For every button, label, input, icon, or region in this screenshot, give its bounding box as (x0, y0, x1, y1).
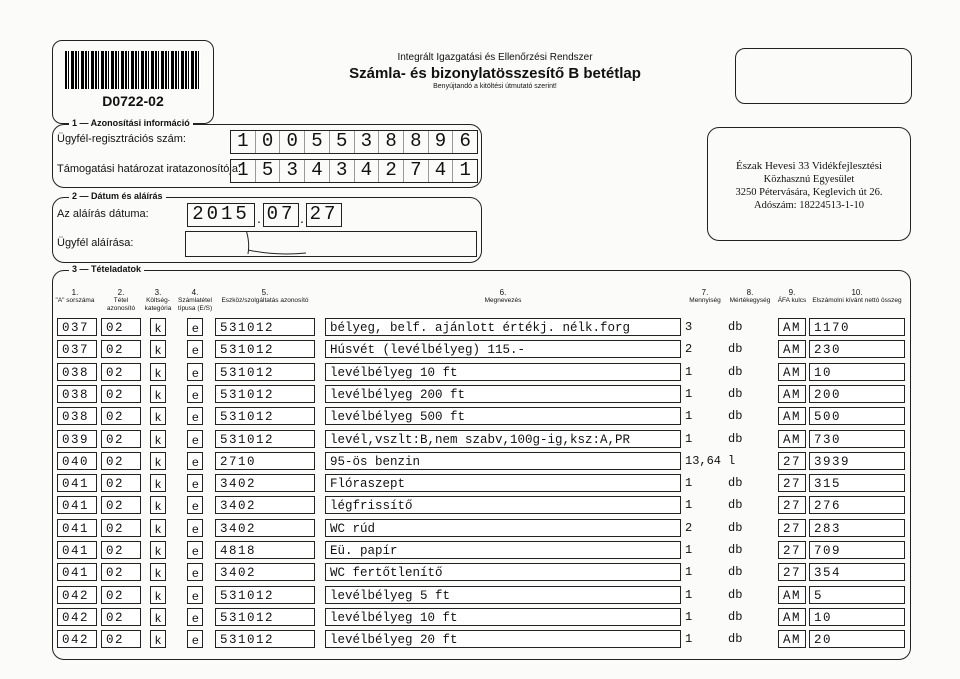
cell-a[interactable]: 041 (57, 474, 97, 492)
cell-a[interactable]: 040 (57, 452, 97, 470)
table-row (53, 407, 910, 427)
cell-item[interactable]: 02 (101, 563, 141, 581)
cell-name[interactable]: légfrissítő (325, 496, 681, 514)
cell-unit[interactable]: db (728, 476, 743, 491)
cell-type[interactable]: e (187, 496, 203, 514)
cell-type[interactable]: e (187, 430, 203, 448)
column-header: "A" sorszáma (55, 297, 95, 304)
cell-a[interactable]: 038 (57, 385, 97, 403)
office-use-box (735, 48, 912, 104)
digit: 2 (379, 160, 404, 182)
system-name: Integrált Igazgatási és Ellenőrzési Rendszer (397, 52, 593, 63)
cell-amount[interactable]: 354 (809, 563, 905, 581)
cell-vat[interactable]: AM (778, 340, 806, 358)
cell-cat[interactable]: k (150, 407, 166, 425)
cell-name[interactable]: levélbélyeg 20 ft (325, 630, 681, 648)
date-year-field[interactable] (187, 203, 255, 227)
digit: 4 (355, 160, 380, 182)
cell-asset[interactable]: 4818 (215, 541, 315, 559)
table-row (53, 363, 910, 383)
date-month-field[interactable] (263, 203, 299, 227)
cell-vat[interactable]: AM (778, 385, 806, 403)
cell-unit[interactable]: l (728, 453, 736, 468)
cell-cat[interactable]: k (150, 340, 166, 358)
cell-asset[interactable]: 531012 (215, 340, 315, 358)
cell-asset[interactable]: 3402 (215, 519, 315, 537)
cell-qty[interactable]: 1 (685, 609, 693, 624)
cell-item[interactable]: 02 (101, 430, 141, 448)
cell-qty[interactable]: 1 (685, 498, 693, 513)
stamp-line2: Közhasznú Egyesület (763, 174, 855, 185)
cell-qty[interactable]: 3 (685, 320, 693, 334)
cell-qty[interactable]: 13,64 (685, 453, 722, 468)
cell-vat[interactable]: AM (778, 407, 806, 425)
cell-a[interactable]: 042 (57, 586, 97, 604)
cell-name[interactable]: Flóraszept (325, 474, 681, 492)
cell-name[interactable]: levélbélyeg 500 ft (325, 407, 681, 425)
digit: 9 (429, 131, 454, 153)
cell-vat[interactable]: AM (778, 586, 806, 604)
cell-qty[interactable]: 1 (685, 587, 693, 602)
cell-unit[interactable]: db (728, 320, 743, 334)
table-row (53, 563, 910, 583)
digit: 3 (355, 131, 380, 153)
column-header: Megnevezés (484, 297, 522, 304)
cell-qty[interactable]: 2 (685, 342, 693, 357)
cell-item[interactable]: 02 (101, 452, 141, 470)
cell-vat[interactable]: AM (778, 363, 806, 381)
digit: 1 (231, 131, 256, 153)
cell-type[interactable]: e (187, 630, 203, 648)
date-signature-section-title: 2 — Dátum és aláírás (69, 191, 166, 201)
column-header: ÁFA kulcs (777, 297, 807, 304)
cell-type[interactable]: e (187, 318, 203, 336)
support-id-field[interactable] (230, 159, 478, 183)
items-section-title: 3 — Tételadatok (69, 264, 144, 274)
stamp-line1: Észak Hevesi 33 Vidékfejlesztési (735, 160, 883, 172)
cell-asset[interactable]: 531012 (215, 385, 315, 403)
cell-name[interactable]: levélbélyeg 5 ft (325, 586, 681, 604)
column-number: 8. (746, 288, 754, 297)
cell-name[interactable]: WC fertőtlenítő (325, 563, 681, 581)
cell-cat[interactable]: k (150, 608, 166, 626)
cell-cat[interactable]: k (150, 452, 166, 470)
cell-qty[interactable]: 2 (685, 520, 693, 535)
cell-unit[interactable]: db (728, 565, 743, 580)
column-number: 9. (788, 288, 796, 297)
digit: 5 (330, 131, 355, 153)
digit: 4 (429, 160, 454, 182)
table-row (53, 474, 910, 494)
cell-a[interactable]: 037 (57, 318, 97, 336)
cell-cat[interactable]: k (150, 586, 166, 604)
cell-vat[interactable]: 27 (778, 541, 806, 559)
date-label: Az aláírás dátuma: (57, 208, 149, 220)
cell-name[interactable]: levélbélyeg 200 ft (325, 385, 681, 403)
cell-vat[interactable]: AM (778, 430, 806, 448)
table-row (53, 430, 910, 450)
identification-section (52, 118, 482, 188)
cell-name[interactable]: bélyeg, belf. ajánlott értékj. nélk.forg (325, 318, 681, 336)
items-section (52, 264, 911, 660)
column-header: Költség-kategória (144, 297, 172, 312)
cell-amount[interactable]: 315 (809, 474, 905, 492)
cell-amount[interactable]: 709 (809, 541, 905, 559)
cell-unit[interactable]: db (728, 587, 743, 602)
cell-item[interactable]: 02 (101, 608, 141, 626)
cell-amount[interactable]: 283 (809, 519, 905, 537)
cell-vat[interactable]: 27 (778, 452, 806, 470)
cell-item[interactable]: 02 (101, 407, 141, 425)
cell-type[interactable]: e (187, 407, 203, 425)
cell-asset[interactable]: 2710 (215, 452, 315, 470)
column-header: Számlatétel típusa (E/S) (177, 297, 213, 312)
digit: 8 (404, 131, 429, 153)
cell-cat[interactable]: k (150, 519, 166, 537)
cell-unit[interactable]: db (728, 498, 743, 513)
cell-type[interactable]: e (187, 519, 203, 537)
cell-unit[interactable]: db (728, 632, 743, 647)
cell-a[interactable]: 042 (57, 608, 97, 626)
cell-item[interactable]: 02 (101, 630, 141, 648)
table-row (53, 630, 910, 650)
cell-amount[interactable]: 20 (809, 630, 905, 648)
cell-a[interactable]: 041 (57, 563, 97, 581)
cell-vat[interactable]: 27 (778, 563, 806, 581)
cell-qty[interactable]: 1 (685, 476, 693, 491)
cell-amount[interactable]: 230 (809, 340, 905, 358)
cell-name[interactable]: WC rúd (325, 519, 681, 537)
cell-unit[interactable]: db (728, 386, 743, 401)
digit: 1 (231, 160, 256, 182)
cell-item[interactable]: 02 (101, 340, 141, 358)
cell-cat[interactable]: k (150, 496, 166, 514)
cell-asset[interactable]: 531012 (215, 586, 315, 604)
cell-item[interactable]: 02 (101, 363, 141, 381)
cell-a[interactable]: 042 (57, 630, 97, 648)
cell-a[interactable]: 041 (57, 541, 97, 559)
cell-asset[interactable]: 531012 (215, 608, 315, 626)
digit: 4 (305, 160, 330, 182)
column-header: Tétel azonosító (106, 297, 136, 312)
cell-vat[interactable]: 27 (778, 474, 806, 492)
digit: 7 (404, 160, 429, 182)
table-row (53, 586, 910, 606)
cell-type[interactable]: e (187, 340, 203, 358)
table-row (53, 608, 910, 628)
cell-a[interactable]: 041 (57, 496, 97, 514)
date-year: 2015 (192, 203, 250, 225)
cell-asset[interactable]: 531012 (215, 407, 315, 425)
cell-asset[interactable]: 3402 (215, 474, 315, 492)
date-signature-section: 2 — Dátum és aláírás Az aláírás dátuma: 2015 . 07 . 27 Ügyfél aláírása: (52, 197, 482, 263)
cell-amount[interactable]: 3939 (809, 452, 905, 470)
cell-qty[interactable]: 1 (685, 364, 693, 379)
signature-label: Ügyfél aláírása: (57, 237, 134, 249)
column-number: 5. (261, 288, 269, 297)
cell-unit[interactable]: db (728, 409, 743, 424)
cell-vat[interactable]: AM (778, 630, 806, 648)
digit: 0 (280, 131, 305, 153)
cell-qty[interactable]: 1 (685, 632, 693, 647)
barcode-image (65, 51, 201, 89)
digit: 5 (256, 160, 281, 182)
column-number: 4. (191, 288, 199, 297)
digit: 3 (330, 160, 355, 182)
cell-unit[interactable]: db (728, 520, 743, 535)
digit: 0 (256, 131, 281, 153)
cell-item[interactable]: 02 (101, 474, 141, 492)
digit: 5 (305, 131, 330, 153)
cell-type[interactable]: e (187, 586, 203, 604)
identification-section-title: 1 — Azonosítási információ (69, 118, 193, 128)
form-subtitle: Benyújtandó a kitöltési útmutató szerint! (433, 83, 557, 90)
date-month: 07 (266, 203, 296, 225)
cell-qty[interactable]: 1 (685, 431, 693, 446)
cell-a[interactable]: 037 (57, 340, 97, 358)
cell-unit[interactable]: db (728, 431, 743, 446)
cell-a[interactable]: 038 (57, 363, 97, 381)
cell-unit[interactable]: db (728, 543, 743, 557)
cell-item[interactable]: 02 (101, 318, 141, 336)
table-row (53, 385, 910, 405)
cell-a[interactable]: 039 (57, 430, 97, 448)
cell-qty[interactable]: 1 (685, 565, 693, 580)
cell-unit[interactable]: db (728, 342, 743, 357)
cell-asset[interactable]: 531012 (215, 430, 315, 448)
cell-type[interactable]: e (187, 363, 203, 381)
cell-amount[interactable]: 730 (809, 430, 905, 448)
cell-asset[interactable]: 531012 (215, 363, 315, 381)
table-row (53, 318, 910, 338)
cell-asset[interactable]: 531012 (215, 630, 315, 648)
column-header: Mennyiség (689, 297, 721, 304)
digit: 6 (459, 130, 471, 152)
table-row (53, 519, 910, 539)
cell-name[interactable]: 95-ös benzin (325, 452, 681, 470)
column-number: 2. (117, 288, 125, 297)
cell-type[interactable]: e (187, 541, 203, 559)
table-row (53, 340, 910, 360)
column-number: 7. (701, 288, 709, 297)
cell-amount[interactable]: 10 (809, 608, 905, 626)
cell-cat[interactable]: k (150, 430, 166, 448)
cell-item[interactable]: 02 (101, 519, 141, 537)
stamp-line3: 3250 Pétervására, Keglevich út 26. (735, 187, 883, 198)
cell-amount[interactable]: 1170 (809, 318, 905, 336)
cell-cat[interactable]: k (150, 630, 166, 648)
cell-amount[interactable]: 276 (809, 496, 905, 514)
column-number: 6. (499, 288, 507, 297)
cell-type[interactable]: e (187, 385, 203, 403)
cell-cat[interactable]: k (150, 318, 166, 336)
cell-amount[interactable]: 500 (809, 407, 905, 425)
table-row (53, 496, 910, 516)
cell-asset[interactable]: 531012 (215, 318, 315, 336)
cell-item[interactable]: 02 (101, 586, 141, 604)
stamp-line4: Adószám: 18224513-1-10 (754, 200, 864, 211)
column-header: Elszámolni kívánt nettó összeg (812, 297, 902, 304)
cell-vat[interactable]: AM (778, 608, 806, 626)
signature-scribble (186, 232, 476, 256)
cell-name[interactable]: levél,vszlt:B,nem szabv,100g-ig,ksz:A,PR (325, 430, 681, 448)
cell-type[interactable]: e (187, 563, 203, 581)
cell-cat[interactable]: k (150, 563, 166, 581)
cell-asset[interactable]: 3402 (215, 563, 315, 581)
table-row (53, 452, 910, 472)
cell-qty[interactable]: 1 (685, 386, 693, 401)
cell-a[interactable]: 038 (57, 407, 97, 425)
cell-name[interactable]: Húsvét (levélbélyeg) 115.- (325, 340, 681, 358)
cell-vat[interactable]: AM (778, 318, 806, 336)
signature-field[interactable] (185, 231, 477, 257)
cell-cat[interactable]: k (150, 363, 166, 381)
support-id-label: Támogatási határozat iratazonosítója: (57, 163, 242, 175)
cell-cat[interactable]: k (150, 385, 166, 403)
digit: 3 (280, 160, 305, 182)
cell-vat[interactable]: 27 (778, 496, 806, 514)
cell-unit[interactable]: db (728, 364, 743, 379)
cell-type[interactable]: e (187, 608, 203, 626)
cell-type[interactable]: e (187, 474, 203, 492)
column-number: 3. (154, 288, 162, 297)
cell-qty[interactable]: 1 (685, 543, 693, 557)
digit: 8 (379, 131, 404, 153)
cell-name[interactable]: levélbélyeg 10 ft (325, 608, 681, 626)
date-day: 27 (309, 203, 339, 225)
digit: 1 (459, 159, 471, 181)
form-title: Számla- és bizonylatösszesítő B betétlap (349, 65, 641, 82)
cell-asset[interactable]: 3402 (215, 496, 315, 514)
cell-name[interactable]: levélbélyeg 10 ft (325, 363, 681, 381)
cell-a[interactable]: 041 (57, 519, 97, 537)
cell-item[interactable]: 02 (101, 541, 141, 559)
column-header: Eszköz/szolgáltatás azonosító (221, 297, 309, 304)
cell-type[interactable]: e (187, 452, 203, 470)
form-code: D0722-02 (102, 93, 164, 109)
cell-unit[interactable]: db (728, 609, 743, 624)
column-number: 1. (71, 288, 79, 297)
cell-cat[interactable]: k (150, 474, 166, 492)
form-header (330, 52, 660, 90)
cell-cat[interactable]: k (150, 541, 166, 559)
client-id-label: Ügyfél-regisztrációs szám: (57, 133, 186, 145)
table-row (53, 541, 910, 561)
barcode-box (52, 40, 214, 124)
client-id-field[interactable] (230, 130, 478, 154)
cell-name[interactable]: Eü. papír (325, 541, 681, 559)
cell-amount[interactable]: 200 (809, 385, 905, 403)
organization-stamp (707, 127, 911, 241)
date-day-field[interactable] (306, 203, 342, 227)
column-header: Mértékegység (729, 297, 771, 304)
cell-item[interactable]: 02 (101, 385, 141, 403)
column-number: 10. (851, 288, 863, 297)
cell-qty[interactable]: 1 (685, 409, 693, 424)
cell-amount[interactable]: 10 (809, 363, 905, 381)
cell-amount[interactable]: 5 (809, 586, 905, 604)
cell-item[interactable]: 02 (101, 496, 141, 514)
cell-vat[interactable]: 27 (778, 519, 806, 537)
